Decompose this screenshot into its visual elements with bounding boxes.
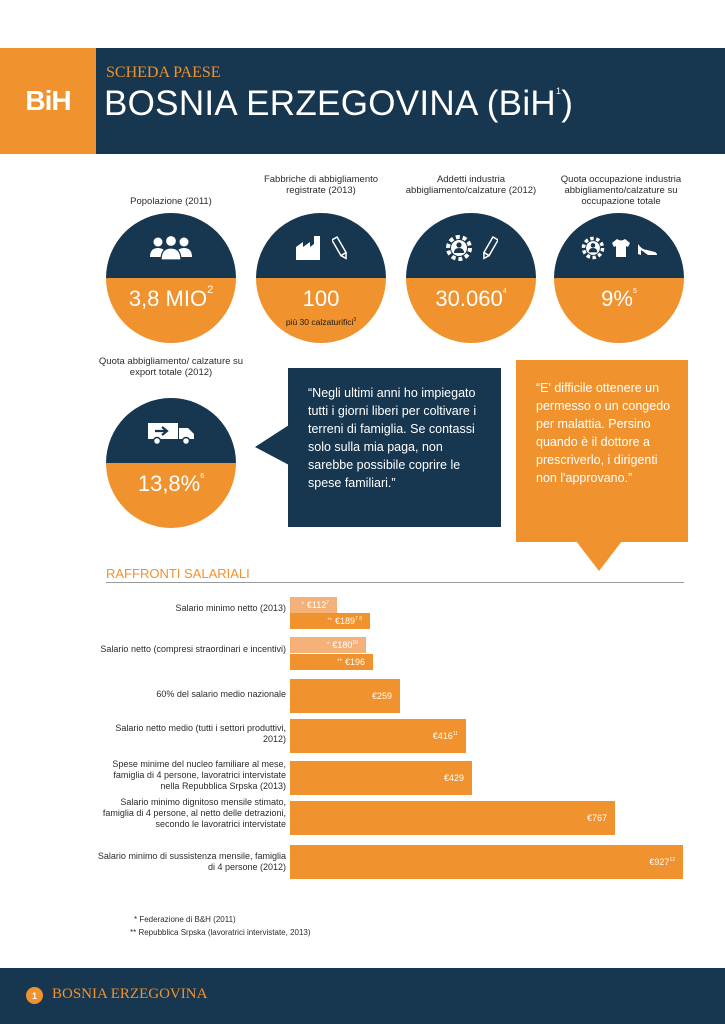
- stat-label-workers: Addetti industria abbigliamento/calzature (2012): [405, 174, 537, 196]
- chart-bar: [290, 761, 472, 795]
- chart-category-label: Salario minimo dignitoso mensile stimato, famiglia di 4 persone, al netto delle detrazioni, secondo le lavoratrici intervistate: [102, 797, 286, 829]
- chart-bar: [290, 719, 466, 753]
- chart-bar-value: €259: [371, 691, 392, 701]
- stat-subnote-factories: più 30 calzaturifici$^3$: [285, 317, 357, 327]
- chart-bar: [290, 637, 366, 653]
- footnote-federation: * Federazione di B&H (2011): [134, 915, 236, 924]
- factory-icon: [294, 235, 324, 261]
- tshirt-icon: [611, 238, 631, 258]
- stat-value-factories: 100: [302, 286, 340, 311]
- chart-bar: [290, 597, 337, 613]
- header-kicker: SCHEDA PAESE: [106, 64, 221, 81]
- stat-circle-export-share: [106, 398, 236, 528]
- quote-text-manager: “E' difficile ottenere un permesso o un congedo per malattia. Persino quando è il dottore a prescriverlo, i dirigenti non l'approvano.”: [536, 381, 671, 485]
- chart-category-label: Salario minimo di sussistenza mensile, famiglia di 4 persone (2012): [97, 851, 286, 872]
- chart-bar: [290, 613, 370, 629]
- stat-circle-employment-share: [554, 213, 684, 343]
- shoe-icon: [636, 238, 658, 258]
- chart-category-label: Salario netto (compresi straordinari e incentivi): [100, 644, 286, 654]
- chart-bar-marker: **: [327, 618, 333, 624]
- chart-title: RAFFRONTI SALARIALI: [106, 566, 250, 581]
- chart-bar-value: €196: [344, 657, 365, 667]
- chart-bar-marker: *: [327, 642, 330, 648]
- chart-bar: [290, 801, 615, 835]
- chart-bar-value: €767: [586, 813, 607, 823]
- page-title: BOSNIA ERZEGOVINA (BiH$^1$): [104, 84, 574, 123]
- chart-bar-value: €189: [335, 616, 356, 626]
- chart-bar-value: €416: [432, 731, 453, 741]
- stat-value-export-share: 13,8%$^6$: [137, 471, 205, 496]
- footnote-srpska: ** Repubblica Srpska (lavoratrici intervistate, 2013): [130, 928, 311, 937]
- gear-person-icon: [580, 235, 606, 261]
- chart-bar: [290, 654, 373, 670]
- stat-value-population: 3,8 MIO$^2$: [128, 284, 214, 311]
- quote-pointer-down: [576, 541, 622, 571]
- chart-category-label: 60% del salario medio nazionale: [156, 689, 286, 699]
- chart-bar-note: 10: [352, 640, 358, 646]
- bih-logo: BiH: [0, 48, 96, 154]
- stat-circle-population: [106, 213, 236, 343]
- chart-bar-note: 7: [326, 600, 329, 606]
- chart-bar-value: €429: [443, 773, 464, 783]
- stat-label-employment-share: Quota occupazione industria abbigliamento/calzature su occupazione totale: [560, 174, 682, 207]
- chart-bar-note: 12: [669, 857, 675, 863]
- quote-pointer-left: [255, 425, 289, 465]
- chart-bar-note: 7 8: [355, 616, 362, 622]
- chart-category-label: Spese minime del nucleo familiare al mese, famiglia di 4 persone, lavoratrici intervistate nella Repubblica Srpska (2013): [112, 759, 286, 791]
- chart-bar: [290, 679, 400, 713]
- gear-person-icon: [444, 233, 474, 263]
- stat-label-export-share: Quota abbigliamento/ calzature su export totale (2012): [98, 356, 244, 378]
- chart-bar-marker: **: [337, 659, 342, 665]
- chart-category-label: Salario minimo netto (2013): [175, 603, 286, 613]
- stat-label-factories: Fabbriche di abbigliamento registrate (2013): [263, 174, 379, 196]
- quote-text-worker: “Negli ultimi anni ho impiegato tutti i giorni liberi per coltivare i terreni di famiglia. Se contassi solo sulla mia paga, non sarebbe possibile coprire le spese familiari.”: [308, 386, 477, 490]
- stat-label-population: Popolazione (2011): [130, 196, 212, 207]
- truck-icon: [146, 420, 196, 446]
- chart-category-label: Salario netto medio (tutti i settori produttivi, 2012): [115, 723, 286, 744]
- chart-bar-value: €112: [306, 600, 327, 610]
- stat-value-workers: 30.060$^4$: [435, 286, 507, 311]
- chart-bar-value: €927: [649, 857, 670, 867]
- chart-bar: [290, 845, 683, 879]
- chart-bar-marker: *: [301, 602, 304, 608]
- pencil-icon: [482, 235, 498, 261]
- page-number: 1: [26, 987, 43, 1004]
- pencil-icon: [332, 235, 348, 261]
- people-icon: [147, 235, 195, 261]
- chart-bar-note: 11: [452, 731, 458, 737]
- stat-circle-factories: [256, 213, 386, 343]
- stat-value-employment-share: 9%$^5$: [601, 286, 637, 311]
- chart-bar-value: €180: [332, 640, 353, 650]
- footer-title: BOSNIA ERZEGOVINA: [52, 986, 208, 1002]
- chart-title-rule: [106, 582, 684, 583]
- stat-circle-workers: [406, 213, 536, 343]
